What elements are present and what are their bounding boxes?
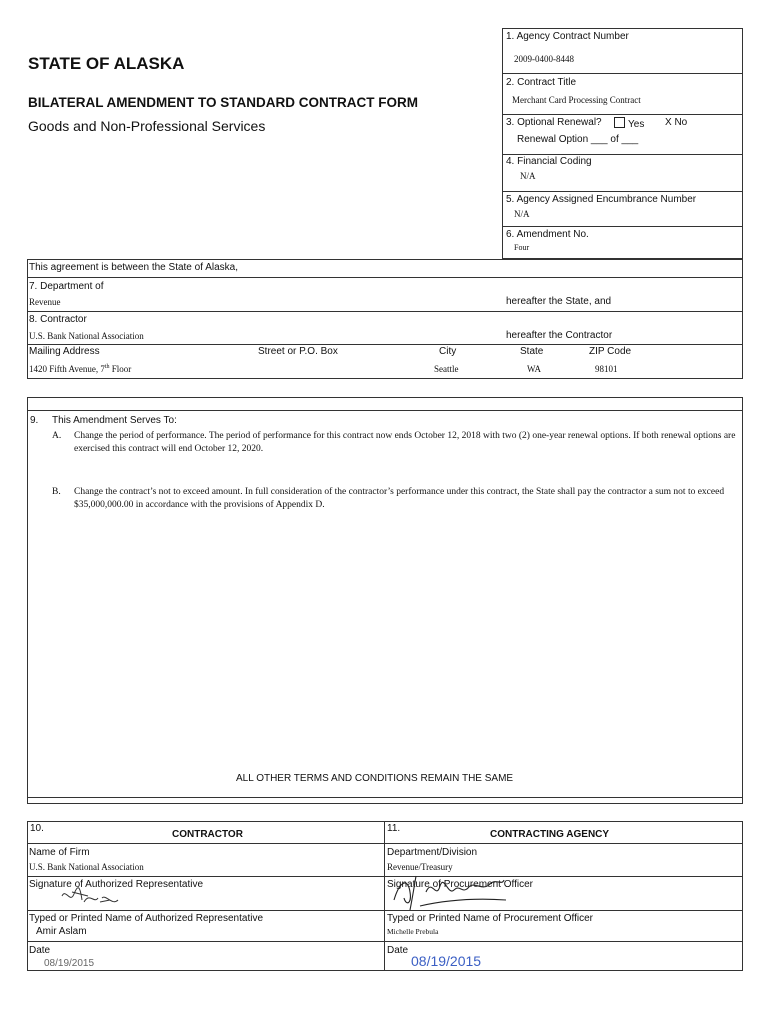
agency-signature-mark (386, 870, 516, 912)
agency-date-value: 08/19/2015 (411, 953, 482, 969)
contractor-typed-name-value: Amir Aslam (36, 926, 87, 937)
agency-typed-name-value: Michelle Prebula (387, 927, 439, 936)
contractor-signature-label: Signature of Authorized Representative (29, 879, 203, 890)
optional-renewal-label: 3. Optional Renewal? (506, 117, 602, 128)
agency-department-value: Revenue/Treasury (387, 862, 453, 872)
amendment-item-a-marker: A. (52, 431, 62, 441)
closing-statement: ALL OTHER TERMS AND CONDITIONS REMAIN THE SAME (236, 773, 514, 784)
renewal-yes-checkbox[interactable] (614, 117, 625, 128)
agency-section-number: 11. (387, 823, 401, 834)
contractor-typed-name-label: Typed or Printed Name of Authorized Representative (29, 913, 264, 924)
agency-department-label: Department/Division (387, 847, 478, 858)
agency-contract-number-label: 1. Agency Contract Number (506, 31, 629, 42)
state-title: STATE OF ALASKA (28, 54, 185, 73)
agency-date-label: Date (387, 945, 409, 956)
form-title: BILATERAL AMENDMENT TO STANDARD CONTRACT FORM (28, 95, 418, 110)
encumbrance-number-label: 5. Agency Assigned Encumbrance Number (506, 194, 697, 205)
agency-typed-name-label: Typed or Printed Name of Procurement Officer (387, 913, 594, 924)
form-subtitle: Goods and Non-Professional Services (28, 118, 266, 134)
zip-label: ZIP Code (589, 346, 632, 357)
state-value: WA (527, 364, 541, 374)
contractor-value: U.S. Bank National Association (29, 331, 144, 341)
contractor-label: 8. Contractor (29, 314, 87, 325)
amendment-item-a-text: Change the period of performance. The period of performance for this contract now ends October 12, 2018 with two (2) one-year renewal options. If both renewal options are exercised this contract will end October 12, 2020. (74, 431, 736, 454)
amendment-item-b-marker: B. (52, 487, 61, 497)
state-label: State (520, 346, 544, 357)
contractor-date-label: Date (29, 945, 51, 956)
financial-coding-value: N/A (520, 171, 536, 181)
agency-signature-label: Signature of Procurement Officer (387, 879, 533, 890)
encumbrance-number-value: N/A (514, 209, 530, 219)
renewal-no-option[interactable]: X No (665, 117, 688, 128)
agency-contract-number-value: 2009-0400-8448 (514, 54, 574, 64)
contractor-signature-mark (58, 882, 128, 912)
firm-name-label: Name of Firm (29, 847, 90, 858)
renewal-yes-option[interactable] (614, 117, 644, 130)
street-value: 1420 Fifth Avenue, 7th Floor (29, 364, 132, 374)
amendment-box (27, 397, 743, 804)
hereafter-state: hereafter the State, and (506, 296, 612, 307)
amendment-heading: This Amendment Serves To: (52, 415, 177, 426)
amendment-item-b-text: Change the contract’s not to exceed amount. In full consideration of the contractor’s performance under this contract, the State shall pay the contractor a sum not to exceed $35,000,000.00 in accordance with the provisions of Appendix D. (74, 487, 725, 510)
financial-coding-label: 4. Financial Coding (506, 156, 592, 167)
department-value: Revenue (29, 297, 61, 307)
mailing-address-label: Mailing Address (29, 346, 100, 357)
contract-title-label: 2. Contract Title (506, 77, 577, 88)
contractor-section-number: 10. (30, 823, 44, 834)
amendment-no-value: Four (514, 243, 530, 252)
amendment-no-label: 6. Amendment No. (506, 229, 589, 240)
department-label: 7. Department of (29, 281, 104, 292)
contractor-date-value: 08/19/2015 (44, 958, 95, 969)
firm-name-value: U.S. Bank National Association (29, 862, 144, 872)
city-label: City (439, 346, 457, 357)
renewal-yes-label: Yes (628, 119, 645, 130)
city-value: Seattle (434, 364, 459, 374)
hereafter-contractor: hereafter the Contractor (506, 330, 613, 341)
zip-value: 98101 (595, 364, 618, 374)
amendment-number: 9. (30, 415, 39, 426)
contractor-section-heading: CONTRACTOR (172, 829, 243, 840)
street-label: Street or P.O. Box (258, 346, 338, 357)
agreement-intro: This agreement is between the State of Alaska, (29, 262, 239, 273)
contract-title-value: Merchant Card Processing Contract (512, 95, 641, 105)
renewal-option-count: Renewal Option ___ of ___ (517, 134, 639, 145)
agency-section-heading: CONTRACTING AGENCY (490, 829, 610, 840)
